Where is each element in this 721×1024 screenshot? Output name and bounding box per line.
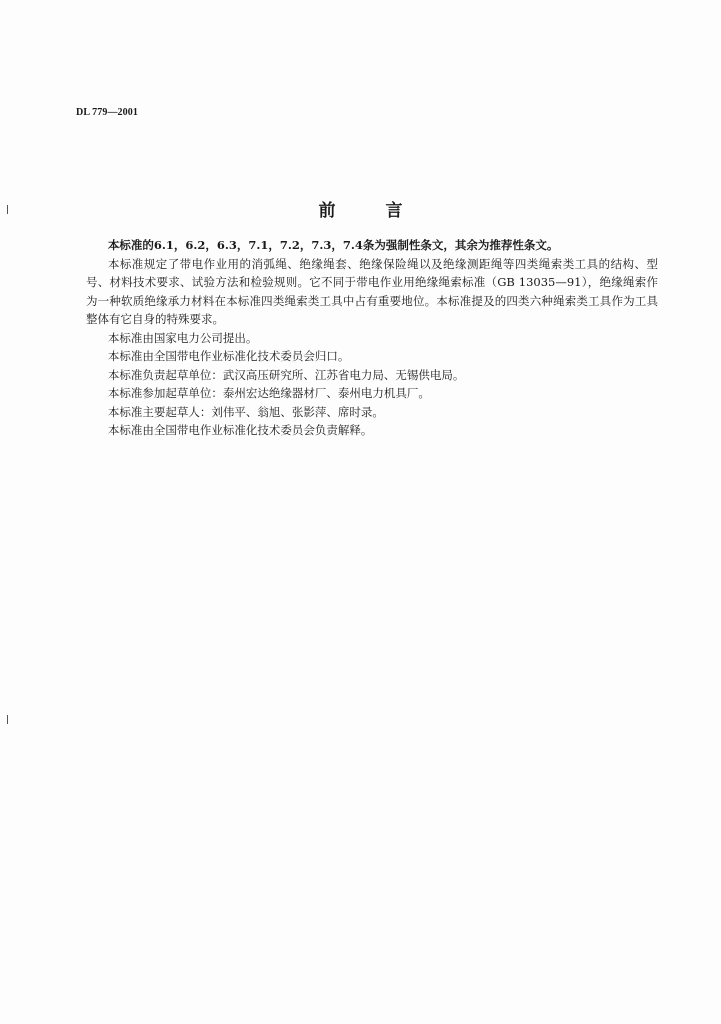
main-drafting-units-paragraph: 本标准负责起草单位：武汉高压研究所、江苏省电力局、无锡供电局。 xyxy=(107,367,465,382)
centralized-management-paragraph: 本标准由全国带电作业标准化技术委员会归口。 xyxy=(107,349,350,363)
scope-paragraph: 本标准规定了带电作业用的消弧绳、绝缘绳套、绝缘保险绳以及绝缘测距绳等四类绳索类工具的结构、型号、材料技术要求、试验方法和检验规则。它不同于带电作业用绝缘绳索标准（GB 13035—91），绝缘绳索作为一种软质绝缘承力材料在本标准四类绳索类工具中占有重要地位。本标准提及的四类六种绳索类工具作为工具整体有它自身的特殊要求。 xyxy=(86,256,658,326)
participating-units-paragraph: 本标准参加起草单位：泰州宏达绝缘器材厂、泰州电力机具厂。 xyxy=(107,386,430,400)
interpretation-paragraph: 本标准由全国带电作业标准化技术委员会负责解释。 xyxy=(107,423,373,437)
scan-mark xyxy=(7,715,8,724)
main-drafters-paragraph: 本标准主要起草人：刘伟平、翁旭、张影萍、席时录。 xyxy=(107,404,384,419)
document-code: DL 779—2001 xyxy=(76,107,138,118)
foreword-body xyxy=(86,236,658,440)
title-char-1: 前 xyxy=(318,201,336,221)
title-char-2: 言 xyxy=(385,201,403,221)
page-title xyxy=(0,196,721,221)
scan-mark xyxy=(7,205,8,214)
proposer-paragraph: 本标准由国家电力公司提出。 xyxy=(107,330,258,345)
mandatory-clauses-paragraph: 本标准的6.1，6.2，6.3，7.1，7.2，7.3，7.4条为强制性条文，其余为推荐性条文。 xyxy=(107,238,559,252)
